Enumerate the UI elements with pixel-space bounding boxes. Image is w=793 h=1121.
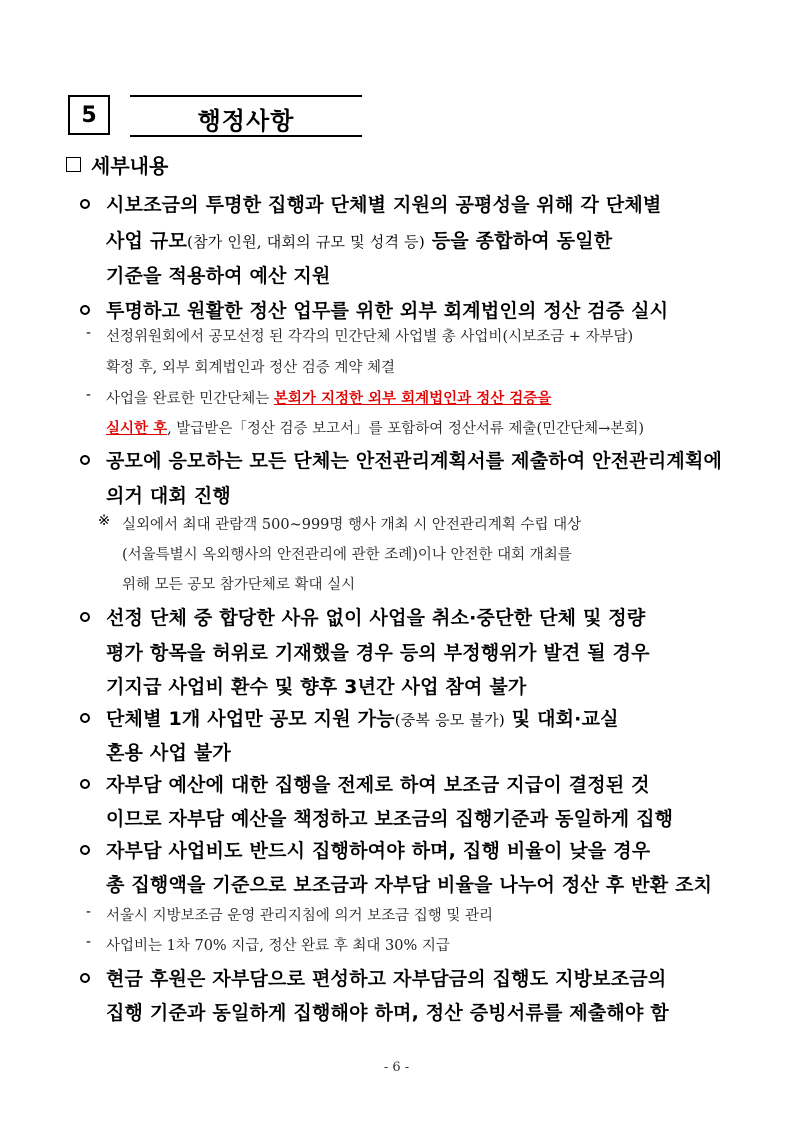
item-1-line-2	[106, 226, 612, 253]
item-1-paren: (참가 인원, 대회의 규모 및 성격 등)	[187, 233, 425, 251]
dash-2-text-b: , 발급받은「정산 검증 보고서」를 포함하여 정산서류 제출(민간단체→본회)	[167, 421, 644, 437]
item-1-line-1: 시보조금의 투명한 집행과 단체별 지원의 공평성을 위해 각 단체별	[106, 194, 662, 216]
section-header	[68, 95, 368, 139]
dash-marker: -	[86, 387, 91, 403]
title-bottom-rule	[130, 135, 362, 137]
checkbox-square-icon	[66, 157, 81, 172]
item-7-line-2: 총 집행액을 기준으로 보조금과 자부담 비율을 나누어 정산 후 반환 조치	[106, 874, 713, 896]
section-title: 행정사항	[197, 107, 295, 135]
dash-marker: -	[86, 904, 91, 920]
section-number: 5	[68, 95, 110, 135]
section-title-box	[130, 95, 362, 135]
item-1-text-a: 사업 규모	[106, 230, 188, 252]
item-6-line-2: 이므로 자부담 예산을 책정하고 보조금의 집행기준과 동일하게 집행	[106, 808, 674, 830]
dash-2-line-1	[106, 387, 551, 408]
note-line-3: 위해 모든 공모 참가단체로 확대 실시	[122, 577, 356, 593]
item-4-line-1: 선정 단체 중 합당한 사유 없이 사업을 취소·중단한 단체 및 정량	[106, 607, 646, 629]
circle-bullet-icon	[80, 305, 90, 315]
circle-bullet-icon	[80, 612, 90, 622]
circle-bullet-icon	[80, 973, 90, 983]
note-marker: ※	[98, 513, 111, 529]
dash-3-line-1: 서울시 지방보조금 운영 관리지침에 의거 보조금 집행 및 관리	[106, 908, 494, 924]
item-1-text-c: 등을 종합하여 동일한	[424, 230, 613, 252]
item-8-line-1: 현금 후원은 자부담으로 편성하고 자부담금의 집행도 지방보조금의	[106, 968, 667, 990]
circle-bullet-icon	[80, 845, 90, 855]
item-1-line-3: 기준을 적용하여 예산 지원	[106, 265, 331, 287]
dash-2-text-a: 사업을 완료한 민간단체는	[106, 391, 274, 407]
dash-1-line-2: 확정 후, 외부 회계법인과 정산 검증 계약 체결	[106, 360, 395, 376]
circle-bullet-icon	[80, 713, 90, 723]
dash-marker: -	[86, 325, 91, 341]
note-line-1: 실외에서 최대 관람객 500~999명 행사 개최 시 안전관리계획 수립 대상	[122, 517, 582, 533]
item-5-paren: (중복 응모 불가)	[394, 711, 505, 729]
circle-bullet-icon	[80, 199, 90, 209]
item-6-line-1: 자부담 예산에 대한 집행을 전제로 하여 보조금 지급이 결정된 것	[106, 774, 650, 796]
item-4-line-3: 기지급 사업비 환수 및 향후 3년간 사업 참여 불가	[106, 676, 527, 698]
subheading-text: 세부내용	[91, 154, 169, 178]
title-top-rule	[130, 95, 362, 97]
item-2-line-1: 투명하고 원활한 정산 업무를 위한 외부 회계법인의 정산 검증 실시	[106, 300, 669, 322]
circle-bullet-icon	[80, 455, 90, 465]
circle-bullet-icon	[80, 779, 90, 789]
dash-marker: -	[86, 934, 91, 950]
subheading	[66, 150, 168, 179]
page-number: - 6 -	[383, 1060, 410, 1075]
item-5-line-2: 혼용 사업 불가	[106, 742, 231, 764]
dash-2-highlight-a: 본회가 지정한 외부 회계법인과 정산 검증을	[273, 391, 552, 407]
item-7-line-1: 자부담 사업비도 반드시 집행하여야 하며, 집행 비율이 낮을 경우	[106, 840, 651, 862]
dash-4-line-1: 사업비는 1차 70% 지급, 정산 완료 후 최대 30% 지급	[106, 938, 450, 954]
dash-2-line-2	[106, 417, 644, 438]
dash-2-highlight-b: 실시한 후	[106, 421, 168, 437]
note-line-2: (서울특별시 옥외행사의 안전관리에 관한 조례)이나 안전한 대회 개최를	[122, 547, 572, 563]
item-5-text-a: 단체별 1개 사업만 공모 지원 가능	[106, 708, 395, 730]
item-4-line-2: 평가 항목을 허위로 기재했을 경우 등의 부정행위가 발견 될 경우	[106, 642, 650, 664]
item-3-line-2: 의거 대회 진행	[106, 485, 231, 507]
item-8-line-2: 집행 기준과 동일하게 집행해야 하며, 정산 증빙서류를 제출해야 함	[106, 1002, 669, 1024]
item-3-line-1: 공모에 응모하는 모든 단체는 안전관리계획서를 제출하여 안전관리계획에	[106, 450, 723, 472]
item-5-line-1	[106, 704, 619, 731]
item-5-text-c: 및 대회·교실	[504, 708, 619, 730]
dash-1-line-1: 선정위원회에서 공모선정 된 각각의 민간단체 사업별 총 사업비(시보조금 + 자부담)	[106, 329, 634, 345]
